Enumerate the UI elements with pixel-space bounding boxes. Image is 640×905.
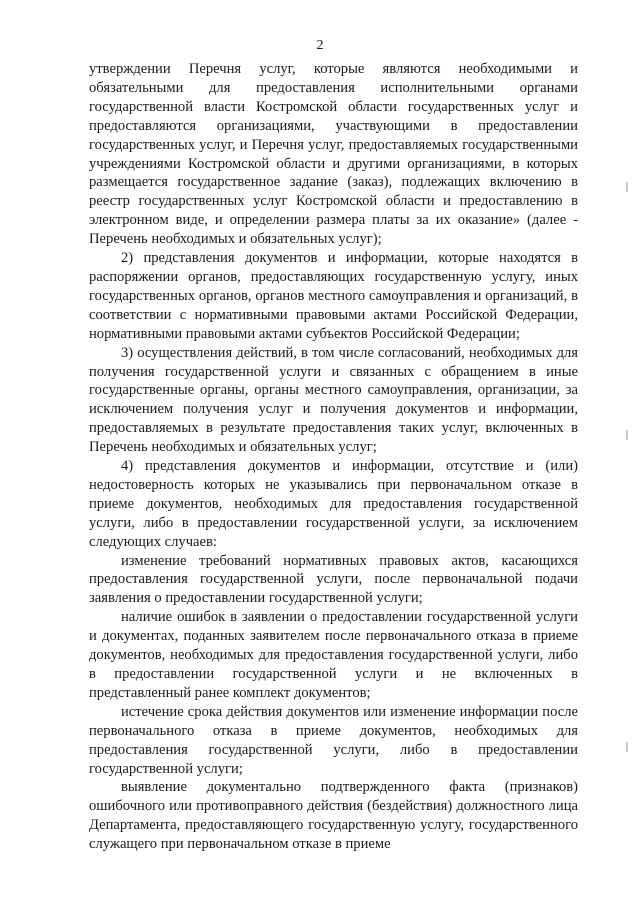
document-body [89, 60, 578, 854]
scan-margin-mark [626, 182, 628, 192]
paragraph-exception-errors: наличие ошибок в заявлении о предоставлении государственной услуги и документах, поданных заявителем после первоначального отказа в приеме документов, необходимых для предоставления государственной услуги, либо в предоставлении государственной услуги и не включенных в представленный ранее комплект документов; [89, 609, 578, 701]
paragraph-continuation: утверждении Перечня услуг, которые являются необходимыми и обязательными для предоставления исполнительными органами государственной власти Костромской области государственных услуг и предоставляются организациями, участвующими в предоставлении государственных услуг, и Перечня услуг, предоставляемых государственными учреждениями Костромской области и другими организациями, в которых размещается государственное задание (заказ), подлежащих включению в реестр государственных услуг Костромской области и предоставлению в электронном виде, и определении размера платы за их оказание» (далее - Перечень необходимых и обязательных услуг); [89, 61, 578, 248]
paragraph-exception-misconduct: выявление документально подтвержденного факта (признаков) ошибочного или противоправного действия (бездействия) должностного лица Департамента, предоставляющего государственную услугу, государственного служащего при первоначальном отказе в приеме [89, 779, 578, 853]
page-number: 2 [316, 38, 324, 53]
paragraph-item-3: 3) осуществления действий, в том числе согласований, необходимых для получения государственной услуги и связанных с обращением в иные государственные органы, органы местного самоуправления, организации, за исключением получения услуг и получения документов и информации, предоставляемых в результате предоставления таких услуг, включенных в Перечень необходимых и обязательных услуг; [89, 344, 578, 456]
paragraph-item-2: 2) представления документов и информации, которые находятся в распоряжении органов, предоставляющих государственную услугу, иных государственных органов, органов местного самоуправления и организаций, в соответствии с нормативными правовыми актами Российской Федерации, нормативными правовыми актами субъектов Российской Федерации; [89, 250, 578, 342]
paragraph-exception-regulation-change: изменение требований нормативных правовых актов, касающихся предоставления государственной услуги, после первоначальной подачи заявления о предоставлении государственной услуги; [89, 552, 578, 607]
paragraph-item-4: 4) представления документов и информации, отсутствие и (или) недостоверность которых не указывались при первоначальном отказе в приеме документов, необходимых для предоставления государственной услуги, либо в предоставлении государственной услуги, за исключением следующих случаев: [89, 458, 578, 550]
paragraph-exception-expiry: истечение срока действия документов или изменение информации после первоначального отказа в приеме документов, необходимых для предоставления государственной услуги, либо в предоставлении государственной услуги; [89, 703, 578, 777]
scan-margin-mark [626, 742, 628, 752]
scan-margin-mark [626, 430, 628, 440]
